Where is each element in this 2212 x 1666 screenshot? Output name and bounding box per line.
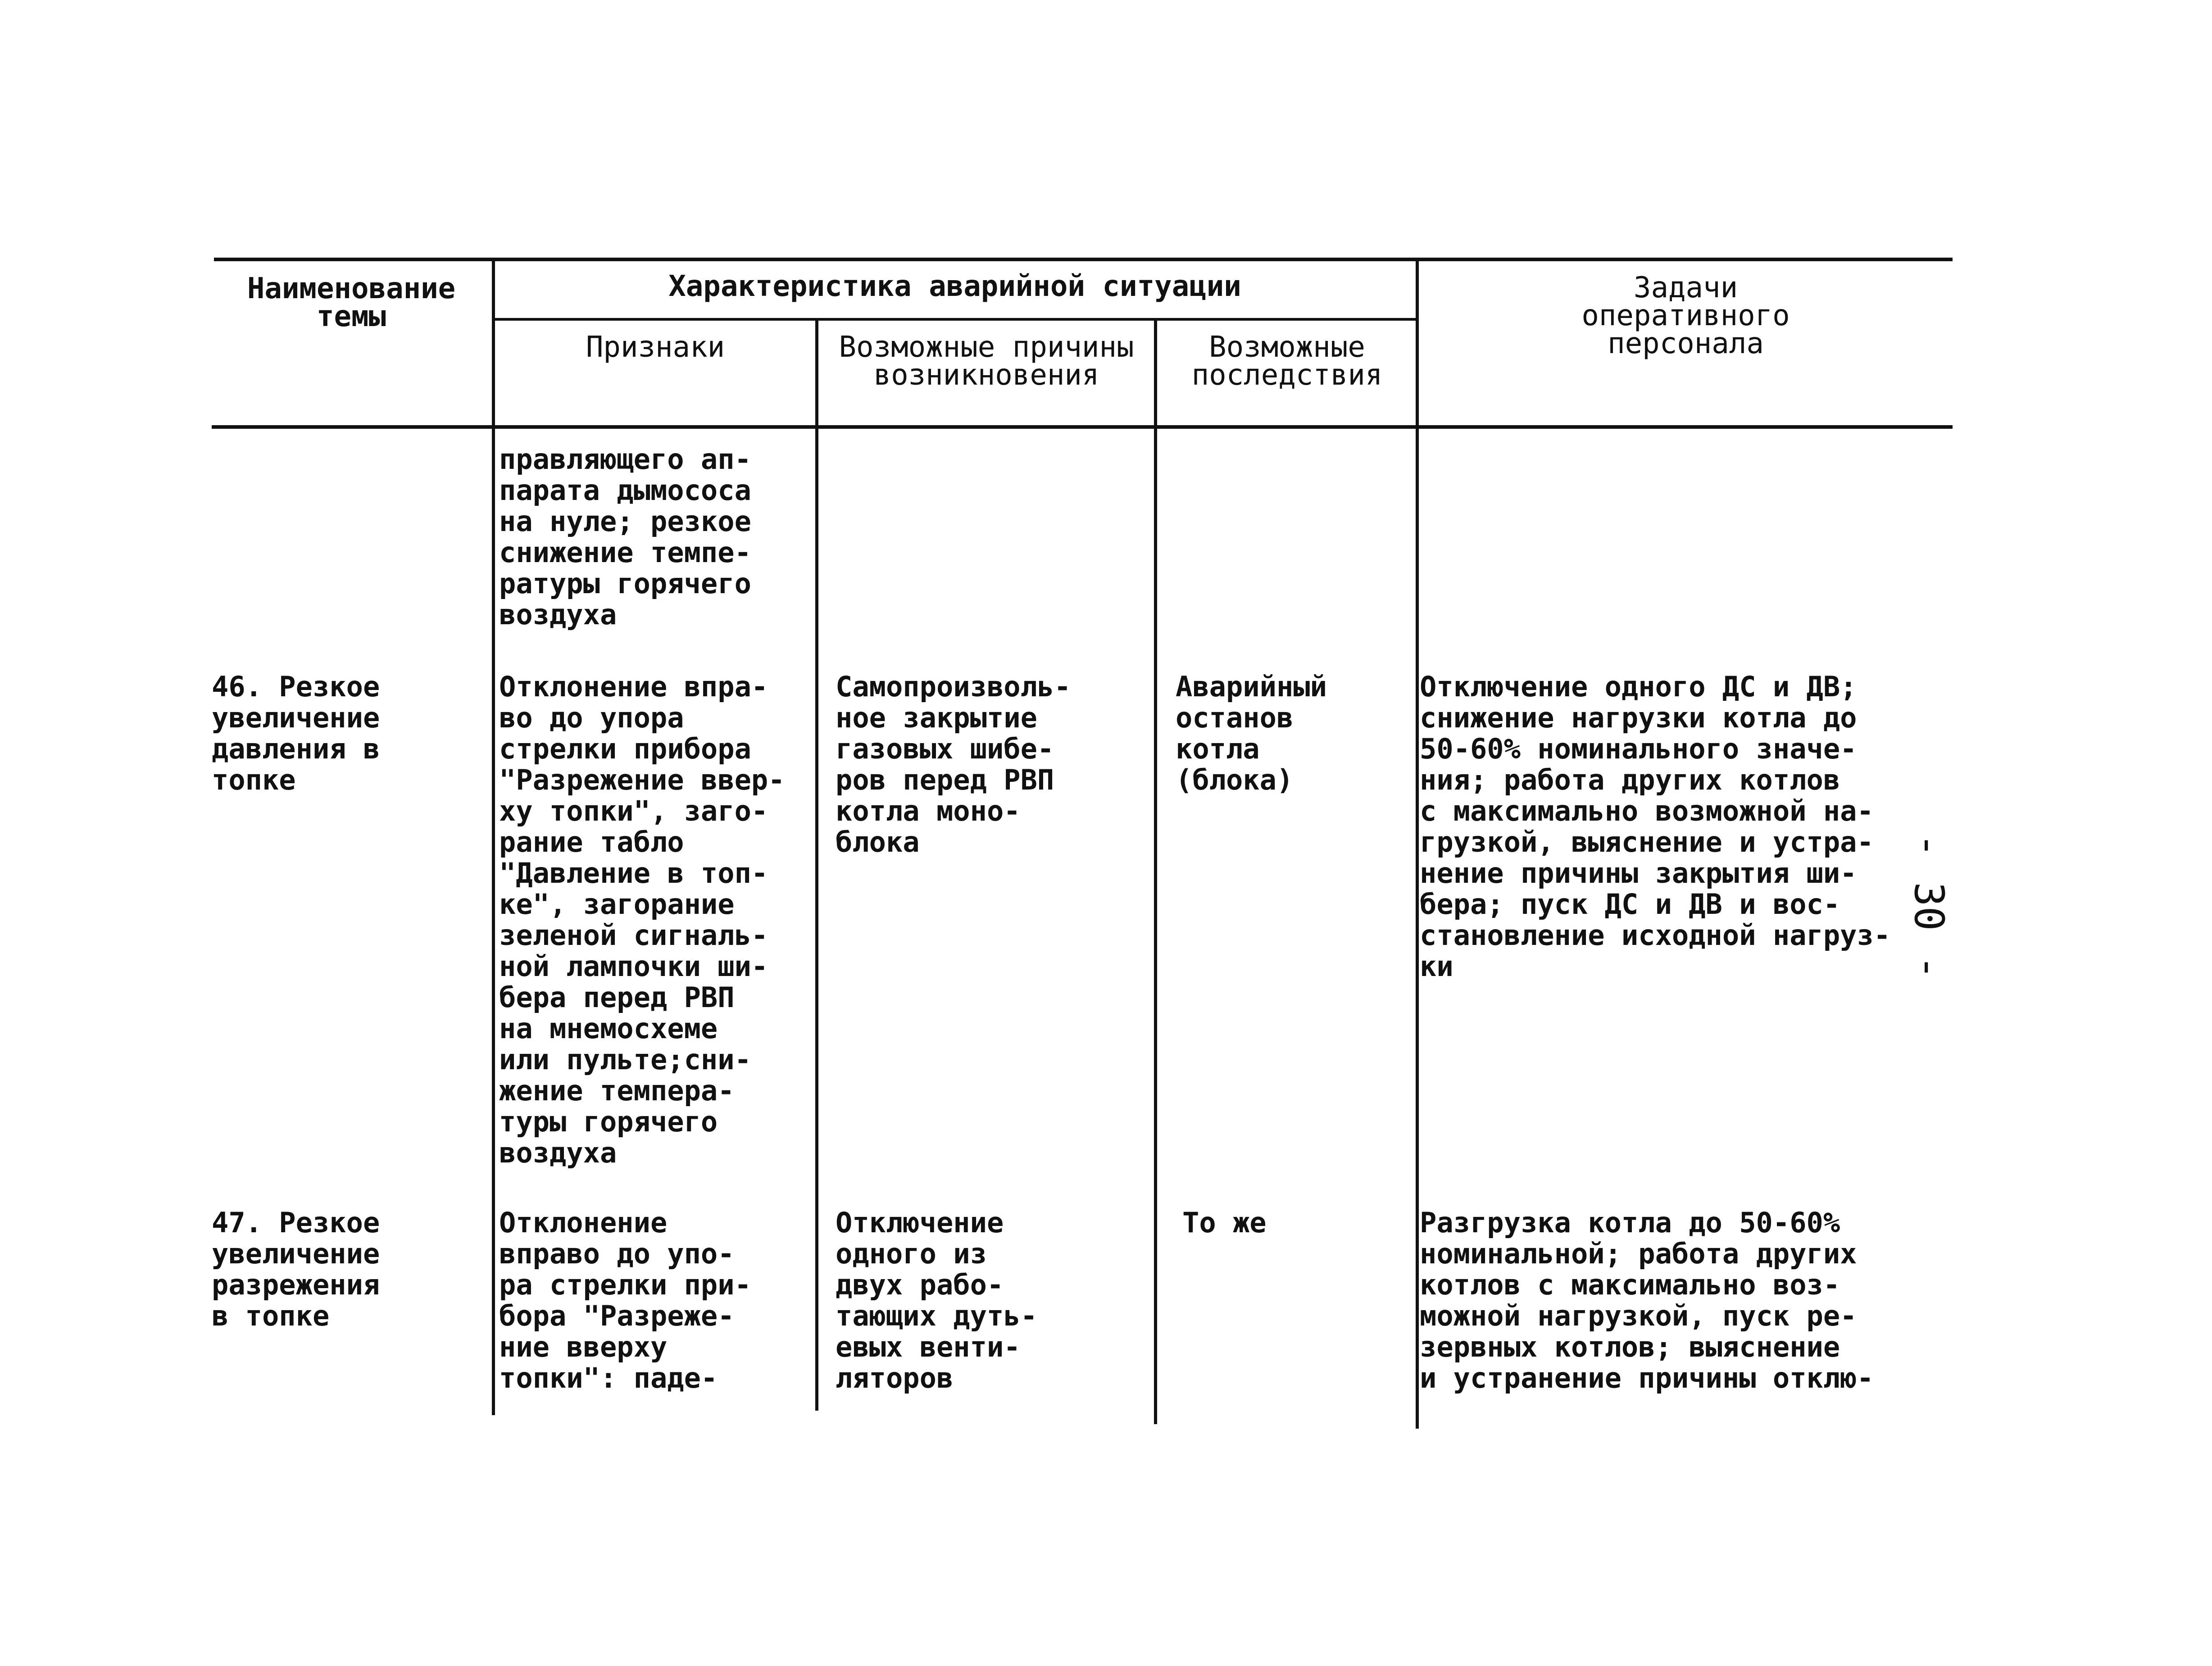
header-bottom-rule (212, 425, 1953, 429)
header-causes: Возможные причины возникновения (839, 331, 1134, 392)
header-topic: Наименование темы (247, 272, 456, 333)
header-signs: Признаки (586, 331, 725, 364)
table-row-47-tasks: Разгрузка котла до 50-60% номинальной; работа других котлов с максимально воз- можной нагрузкой, пуск ре- зервных котлов; выяснение и устранение причины отклю- (1420, 1206, 1874, 1394)
column-divider-3 (1154, 321, 1157, 1424)
table-row-continuation-signs: правляющего ап- парата дымососа на нуле; резкое снижение темпе- ратуры горячего воздуха (499, 443, 751, 631)
table-row-46-tasks: Отключение одного ДС и ДВ; снижение нагрузки котла до 50-60% номинального значе- ния; работа других котлов с максимально возможной на- грузкой, выяснение и устра- нение причины закрытия ши- бера; пуск ДС и ДВ и вос- становление исходной нагруз- ки (1420, 670, 1891, 983)
header-tasks: Задачи оперативного персонала (1581, 271, 1790, 360)
table-row-47-causes: Отключение одного из двух рабо- тающих дуть- евых венти- ляторов (836, 1206, 1037, 1394)
header-consequences: Возможные последствия (1191, 331, 1383, 392)
header-characteristic-group: Характеристика аварийной ситуации (668, 270, 1241, 303)
column-divider-1 (492, 258, 495, 1415)
table-top-rule (214, 258, 1953, 261)
table-row-47-topic: 47. Резкое увеличение разрежения в топке (212, 1206, 380, 1332)
table-row-46-signs: Отклонение впра- во до упора стрелки прибора "Разрежение ввер- ху топки", заго- рание табло "Давление в топ- ке", загорание зеленой сигналь- ной лампочки ши- бера перед РВП на мнемосхеме или пульте;сни- жение темпера- туры горячего воздуха (499, 670, 785, 1169)
column-divider-2 (815, 321, 818, 1411)
table-row-46-causes: Самопроизволь- ное закрытие газовых шибе- ров перед РВП котла моно- блока (836, 670, 1071, 858)
column-divider-4 (1416, 258, 1419, 1429)
table-row-47-signs: Отклонение вправо до упо- ра стрелки при- бора "Разреже- ние вверху топки": паде- (499, 1206, 751, 1394)
table-row-46-topic: 46. Резкое увеличение давления в топке (212, 670, 380, 796)
table-row-46-consequences: Аварийный останов котла (блока) (1176, 670, 1327, 796)
table-row-47-consequences: То же (1182, 1206, 1267, 1239)
group-header-underline (493, 318, 1419, 321)
page-number: - 30 - (1905, 833, 1953, 980)
